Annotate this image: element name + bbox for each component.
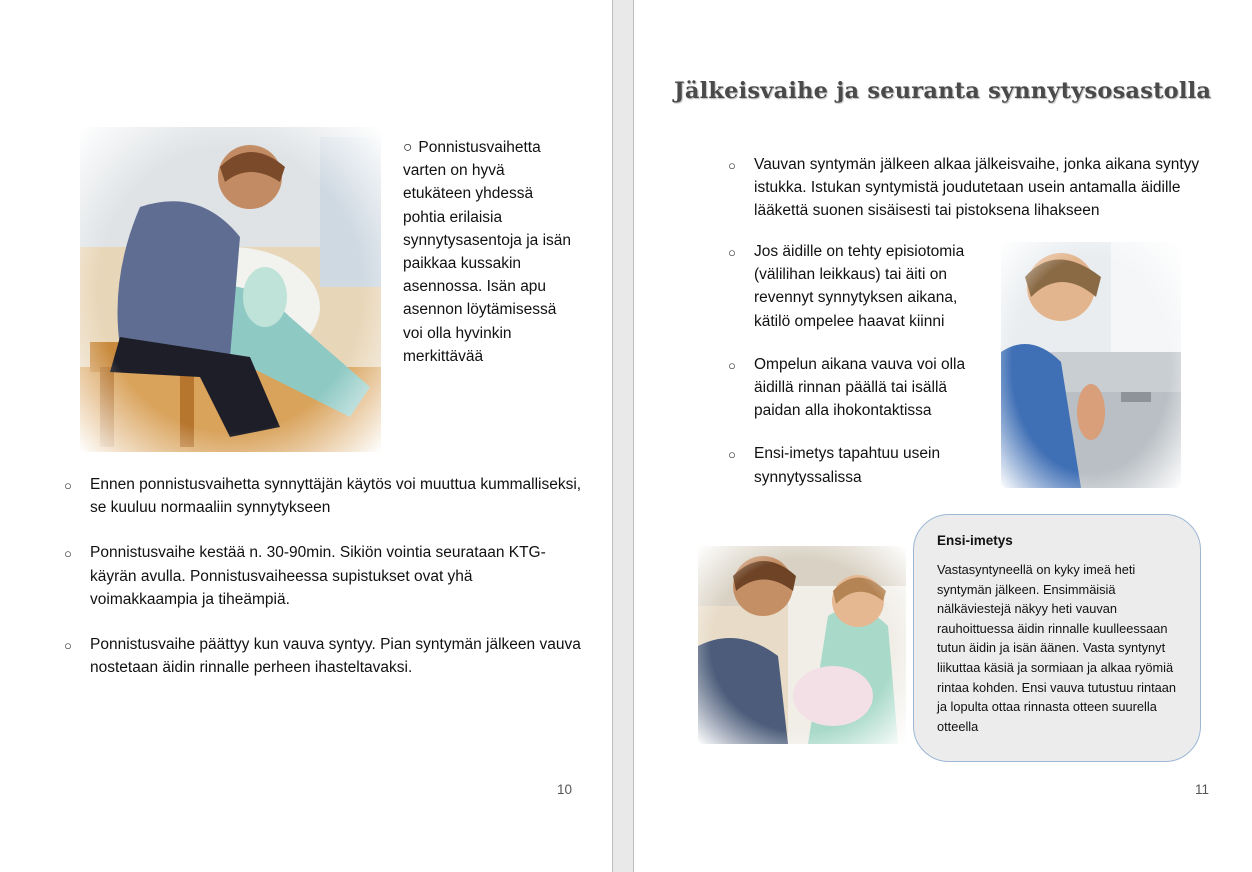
list-item-text: Ompelun aikana vauva voi olla äidillä rinnan päällä tai isällä paidan alla ihokontaktissa [754, 355, 966, 420]
list-item [728, 353, 968, 423]
list-item [64, 473, 584, 519]
list-item-text: Ponnistusvaihe kestää n. 30-90min. Sikiön vointia seurataan KTG-käyrän avulla. Ponnistusvaiheessa supistukset ovat yhä voimakkaampia ja tiheämpiä. [90, 544, 546, 608]
page-number: 11 [1195, 782, 1210, 797]
right-page [634, 0, 1251, 872]
list-item [728, 240, 968, 333]
list-item-text: Ennen ponnistusvaihetta synnyttäjän käytös voi muuttua kummalliseksi, se kuuluu normaaliin synnytykseen [90, 476, 582, 517]
hollow-circle-bullet-icon: ○ [728, 245, 736, 260]
page-gap-divider [612, 0, 634, 872]
right-bullet-list-top [728, 153, 1218, 223]
side-paragraph [403, 136, 573, 368]
hollow-circle-bullet-icon: ○ [403, 139, 413, 156]
list-item [64, 541, 584, 611]
left-page [0, 0, 612, 872]
side-paragraph-text: Ponnistusvaihetta varten on hyvä etukäteen yhdessä pohtia erilaisia synnytysasentoja ja isän paikkaa kussakin asennossa. Isän apu asennon löytämisessä voi olla hyvinkin merkittävää [403, 139, 572, 365]
hollow-circle-bullet-icon: ○ [728, 447, 736, 463]
page-heading: Jälkeisvaihe ja seuranta synnytysosastolla [674, 78, 1212, 104]
callout-title: Ensi-imetys [937, 533, 1013, 548]
right-bullet-list-side [728, 240, 968, 509]
list-item-text: Jos äidille on tehty episiotomia (välilihan leikkaus) tai äiti on revennyt synnytyksen aikana, kätilö ompelee haavat kiinni [754, 243, 965, 330]
list-item [728, 442, 968, 488]
callout-body: Vastasyntyneellä on kyky imeä heti syntymän jälkeen. Ensimmäisiä nälkäviestejä näkyy heti vauvan rauhoittuessa äidin rinnalle kuulleessaan tutun äidin ja isän äänen. Vasta syntynyt liikuttaa käsiä ja sormiaan ja alkaa ryömiä rintaa kohden. Ensi vauva tutustuu rintaan ja lopulta ottaa rinnasta otteen suurella otteella [937, 562, 1177, 734]
hollow-circle-bullet-icon: ○ [728, 158, 736, 173]
list-item [728, 153, 1218, 223]
list-item-text: Ensi-imetys tapahtuu usein synnytyssalissa [754, 445, 941, 486]
list-item-text: Ponnistusvaihe päättyy kun vauva syntyy. Pian syntymän jälkeen vauva nostetaan äidin rinnalle perheen ihasteltavaksi. [90, 636, 581, 677]
page-number: 10 [557, 782, 573, 797]
hollow-circle-bullet-icon: ○ [64, 478, 72, 493]
info-callout-box [913, 514, 1201, 762]
photo-father-supporting-mother [80, 127, 381, 452]
hollow-circle-bullet-icon: ○ [64, 546, 72, 562]
list-item [64, 633, 584, 679]
hollow-circle-bullet-icon: ○ [728, 357, 736, 373]
hollow-circle-bullet-icon: ○ [64, 638, 72, 654]
photo-father-washing-hands [1001, 242, 1181, 488]
photo-breastfeeding [698, 546, 906, 744]
list-item-text: Vauvan syntymän jälkeen alkaa jälkeisvaihe, jonka aikana syntyy istukka. Istukan syntymistä joudutetaan usein antamalla äidille lääkettä suonen sisäisesti tai pistoksena lihakseen [754, 156, 1200, 220]
left-bullet-list [64, 473, 584, 701]
